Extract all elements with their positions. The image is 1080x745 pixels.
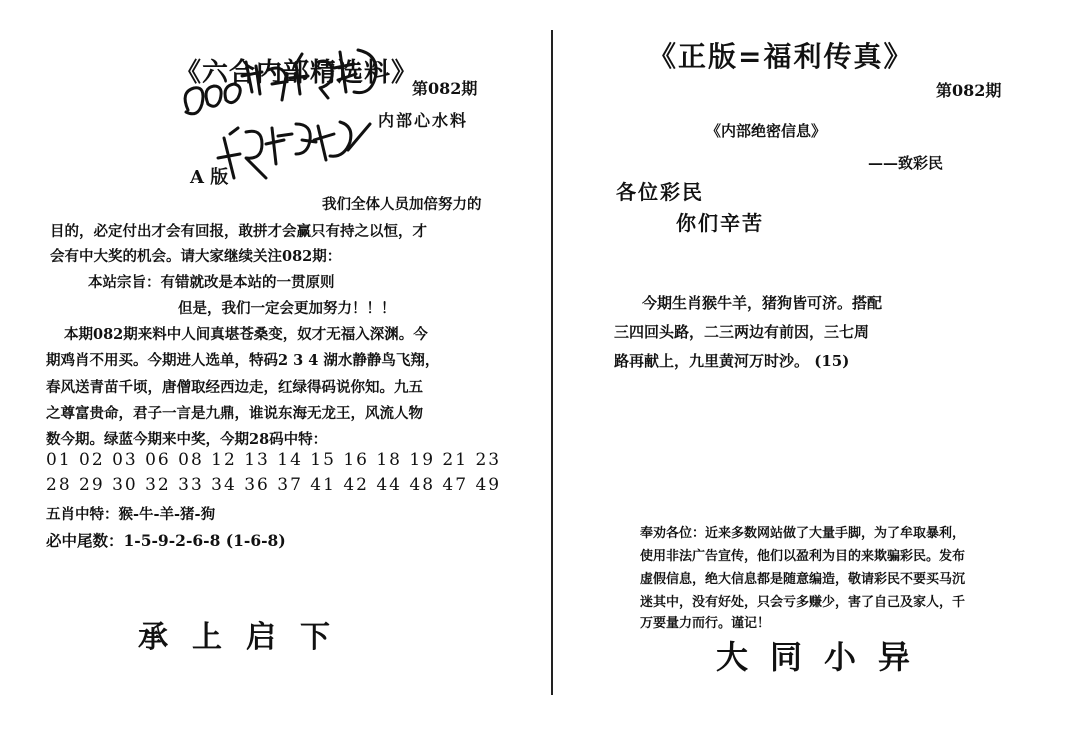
body-line: 但是，我们一定会更加努力！！！ xyxy=(178,300,396,317)
body-line: 期鸡肖不用买。今期进人选单，特码2 3 4 湖水静静鸟飞翔， xyxy=(46,352,440,369)
notice-line: 奉劝各位：近来多数网站做了大量手脚，为了牟取暴利， xyxy=(640,526,966,541)
left-title: 《六合内部精选料》 xyxy=(175,58,419,88)
version-stamp: A 版 xyxy=(190,167,229,188)
poem-line: 今期生肖猴牛羊，猪狗皆可济。搭配 xyxy=(642,294,883,312)
body-line: 会有中大奖的机会。请大家继续关注082期： xyxy=(50,248,342,265)
special-numbers-row: 28 29 30 32 33 34 36 37 41 42 44 48 47 49 xyxy=(46,475,502,495)
right-issue-number: 第082期 xyxy=(936,81,1002,100)
body-line: 本站宗旨：有错就改是本站的一贯原则 xyxy=(88,274,335,291)
to-lottery-players: ——致彩民 xyxy=(868,154,944,172)
right-page xyxy=(556,0,1080,745)
notice-line: 万要量力而行。谨记！ xyxy=(640,616,771,631)
greeting-line: 各位彩民 xyxy=(616,180,704,204)
body-line: 我们全体人员加倍努力的 xyxy=(322,196,482,213)
body-line: 春风送青苗千顷，唐僧取经西边走，红绿得码说你知。九五 xyxy=(46,379,423,396)
right-footer-slogan: 大同小异 xyxy=(716,638,933,676)
greeting-line: 你们辛苦 xyxy=(676,211,764,235)
secret-info-label: 《内部绝密信息》 xyxy=(706,122,827,140)
left-footer-slogan: 承上启下 xyxy=(138,620,354,655)
poem-line: 三四回头路，二三两边有前因，三七周 xyxy=(614,323,870,341)
column-divider xyxy=(551,30,553,695)
right-title: 《正版=福利传真》 xyxy=(648,40,914,73)
body-line: 数今期。绿蓝今期来中奖，今期28码中特： xyxy=(46,431,328,448)
left-issue-number: 第082期 xyxy=(412,79,478,98)
tail-numbers-line: 必中尾数：1-5-9-2-6-8 (1-6-8) xyxy=(46,531,286,550)
body-line: 之尊富贵命，君子一言是九鼎，谁说东海无龙王，风流人物 xyxy=(46,405,423,422)
poem-line: 路再献上，九里黄河万时沙。 (15) xyxy=(614,352,850,370)
left-subtitle: 内部心水料 xyxy=(378,111,469,130)
notice-line: 迷其中，没有好处，只会亏多赚少，害了自己及家人，千 xyxy=(640,595,966,610)
five-zodiac-line: 五肖中特：猴-牛-羊-猪-狗 xyxy=(46,506,216,523)
special-numbers-row: 01 02 03 06 08 12 13 14 15 16 18 19 21 23 xyxy=(46,450,502,470)
body-line: 目的，必定付出才会有回报，敢拼才会赢只有持之以恒，才 xyxy=(50,223,427,240)
notice-line: 使用非法广告宣传，他们以盈利为目的来欺骗彩民。发布 xyxy=(640,549,966,564)
notice-line: 虚假信息，绝大信息都是随意编造，敬请彩民不要买马沉 xyxy=(640,572,966,587)
body-line: 本期082期来料中人间真堪苍桑变，奴才无福入深渊。今 xyxy=(64,326,428,343)
